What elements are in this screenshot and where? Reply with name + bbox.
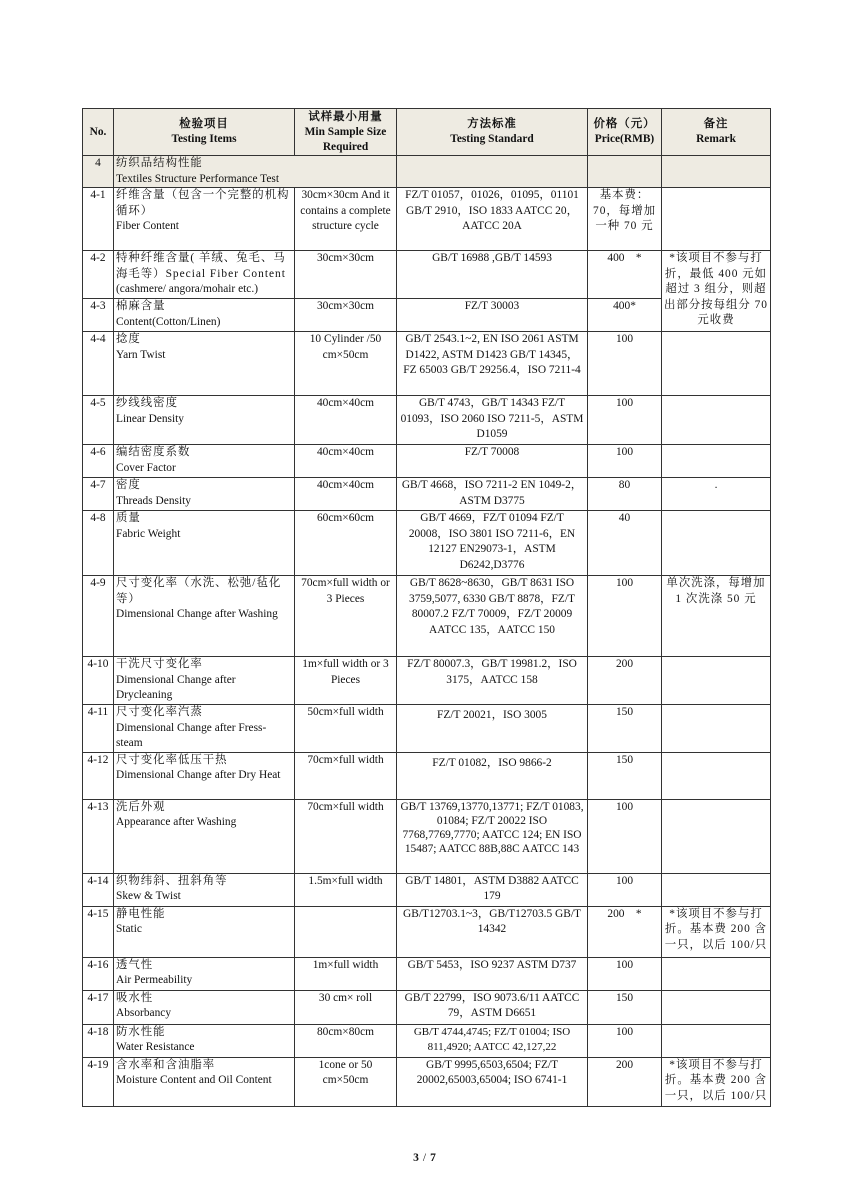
testing-standard: GB/T 9995,6503,6504; FZ/T 20002,65003,65004; ISO 6741-1 (397, 1057, 588, 1106)
price: 100 (588, 332, 662, 396)
price: 200 * (588, 906, 662, 957)
table-row: 4-1 纤维含量（包含一个完整的机构循环） Fiber Content 30cm×30cm And it contains a complete structure cycle FZ/T 01057，01026，01095，01101 GB/T 2910，ISO 1833 AATCC 20，AATCC 20A 基本费：70，每增加一种 70 元 (83, 188, 771, 251)
testing-standard: FZ/T 70008 (397, 445, 588, 478)
min-sample: 1cone or 50 cm×50cm (295, 1057, 397, 1106)
remark: *该项目不参与打折。基本费 200 含一只，以后 100/只 (662, 906, 771, 957)
testing-standard: FZ/T 01082，ISO 9866-2 (397, 752, 588, 799)
testing-standard: FZ/T 20021，ISO 3005 (397, 705, 588, 753)
price: 100 (588, 445, 662, 478)
remark (662, 752, 771, 799)
header-testing-items: 检验项目 Testing Items (114, 109, 295, 156)
testing-standard: GB/T 14801，ASTM D3882 AATCC 179 (397, 873, 588, 906)
price: 100 (588, 1024, 662, 1057)
min-sample: 70cm×full width (295, 799, 397, 873)
price: 400* (588, 299, 662, 332)
page-number (0, 1152, 849, 1164)
min-sample: 30cm×30cm And it contains a complete structure cycle (295, 188, 397, 251)
remark (662, 1024, 771, 1057)
testing-item: 捻度 Yarn Twist (114, 332, 295, 396)
table-row: 4-7 密度 Threads Density 40cm×40cm GB/T 4668，ISO 7211-2 EN 1049-2，ASTM D3775 80 . (83, 478, 771, 511)
testing-item: 静电性能 Static (114, 906, 295, 957)
min-sample: 10 Cylinder /50 cm×50cm (295, 332, 397, 396)
testing-item: 纱线线密度 Linear Density (114, 396, 295, 445)
total-pages: 7 (430, 1152, 436, 1164)
header-remark: 备注 Remark (662, 109, 771, 156)
testing-item: 编结密度系数 Cover Factor (114, 445, 295, 478)
testing-standard: GB/T 4668，ISO 7211-2 EN 1049-2，ASTM D3775 (397, 478, 588, 511)
testing-item: 特种纤维含量( 羊绒、兔毛、马海毛等）Special Fiber Content (cashmere/ angora/mohair etc.) (114, 251, 295, 299)
testing-item: 尺寸变化率（水洗、松弛/毡化等） Dimensional Change after Washing (114, 576, 295, 657)
min-sample: 1m×full width (295, 957, 397, 990)
min-sample: 40cm×40cm (295, 396, 397, 445)
table-row: 4-17 吸水性 Absorbancy 30 cm× roll GB/T 22799，ISO 9073.6/11 AATCC 79，ASTM D6651 150 (83, 990, 771, 1024)
price: 100 (588, 873, 662, 906)
testing-standard: FZ/T 01057，01026，01095，01101 GB/T 2910，ISO 1833 AATCC 20，AATCC 20A (397, 188, 588, 251)
min-sample: 70cm×full width (295, 752, 397, 799)
header-testing-standard: 方法标准 Testing Standard (397, 109, 588, 156)
min-sample: 70cm×full width or 3 Pieces (295, 576, 397, 657)
testing-item: 尺寸变化率汽蒸 Dimensional Change after Fress-steam (114, 705, 295, 753)
table-row: 4-14 织物纬斜、扭斜角等 Skew & Twist 1.5m×full width GB/T 14801，ASTM D3882 AATCC 179 100 (83, 873, 771, 906)
section-row (83, 156, 771, 188)
min-sample (295, 906, 397, 957)
section-no: 4 (83, 156, 114, 188)
table-row: 4-4 捻度 Yarn Twist 10 Cylinder /50 cm×50cm GB/T 2543.1~2, EN ISO 2061 ASTM D1422, ASTM D1423 GB/T 14345，FZ 65003 GB/T 29256.4，ISO 7211-4 100 (83, 332, 771, 396)
min-sample: 1m×full width or 3 Pieces (295, 657, 397, 705)
testing-standard: FZ/T 30003 (397, 299, 588, 332)
testing-item: 吸水性 Absorbancy (114, 990, 295, 1024)
min-sample: 30 cm× roll (295, 990, 397, 1024)
price-list-sheet (82, 108, 770, 1107)
price: 200 (588, 657, 662, 705)
testing-standard: GB/T 13769,13770,13771; FZ/T 01083, 01084; FZ/T 20022 ISO 7768,7769,7770; AATCC 124; EN ISO 15487; AATCC 88B,88C AATCC 143 (397, 799, 588, 873)
header-no: No. (83, 109, 114, 156)
testing-item: 防水性能 Water Resistance (114, 1024, 295, 1057)
table-row: 4-6 编结密度系数 Cover Factor 40cm×40cm FZ/T 70008 100 (83, 445, 771, 478)
table-row: 4-15 静电性能 Static GB/T12703.1~3，GB/T12703.5 GB/T 14342 200 * *该项目不参与打折。基本费 200 含一只，以后 100/只 (83, 906, 771, 957)
testing-item: 织物纬斜、扭斜角等 Skew & Twist (114, 873, 295, 906)
testing-standard: GB/T 4669，FZ/T 01094 FZ/T 20008，ISO 3801 ISO 7211-6，EN 12127 EN29073-1，ASTM D6242,D3776 (397, 511, 588, 576)
min-sample: 40cm×40cm (295, 478, 397, 511)
remark (662, 990, 771, 1024)
remark: . (662, 478, 771, 511)
table-row: 4-16 透气性 Air Permeability 1m×full width GB/T 5453，ISO 9237 ASTM D737 100 (83, 957, 771, 990)
remark (662, 873, 771, 906)
price: 基本费：70，每增加一种 70 元 (588, 188, 662, 251)
remark: 单次洗涤，每增加 1 次洗涤 50 元 (662, 576, 771, 657)
testing-item: 纤维含量（包含一个完整的机构循环） Fiber Content (114, 188, 295, 251)
remark (662, 957, 771, 990)
table-row: 4-2 特种纤维含量( 羊绒、兔毛、马海毛等）Special Fiber Content (cashmere/ angora/mohair etc.) 30cm×30cm GB/T 16988 ,GB/T 14593 400 * *该项目不参与打折，最低 400 元如超过 3 组分，则超出部分按每组分 70 元收费 (83, 251, 771, 299)
testing-standard: GB/T12703.1~3，GB/T12703.5 GB/T 14342 (397, 906, 588, 957)
testing-item: 干洗尺寸变化率 Dimensional Change after Drycleaning (114, 657, 295, 705)
section-title: 纺织品结构性能 Textiles Structure Performance Test (114, 156, 295, 188)
remark (662, 445, 771, 478)
price: 150 (588, 705, 662, 753)
remark (662, 332, 771, 396)
table-row: 4-3 棉麻含量 Content(Cotton/Linen) 30cm×30cm FZ/T 30003 400* (83, 299, 771, 332)
header-min-sample: 试样最小用量 Min Sample Size Required (295, 109, 397, 156)
testing-standard: FZ/T 80007.3，GB/T 19981.2，ISO 3175，AATCC 158 (397, 657, 588, 705)
min-sample: 80cm×80cm (295, 1024, 397, 1057)
testing-item: 质量 Fabric Weight (114, 511, 295, 576)
testing-item: 透气性 Air Permeability (114, 957, 295, 990)
table-row: 4-13 洗后外观 Appearance after Washing 70cm×full width GB/T 13769,13770,13771; FZ/T 01083, 01084; FZ/T 20022 ISO 7768,7769,7770; AATCC 124; EN ISO 15487; AATCC 88B,88C AATCC 143 100 (83, 799, 771, 873)
remark (662, 705, 771, 753)
remark (662, 396, 771, 445)
price: 40 (588, 511, 662, 576)
table-row: 4-5 纱线线密度 Linear Density 40cm×40cm GB/T 4743，GB/T 14343 FZ/T 01093，ISO 2060 ISO 7211-5，ASTM D1059 100 (83, 396, 771, 445)
header-price: 价格（元） Price(RMB) (588, 109, 662, 156)
remark (662, 657, 771, 705)
testing-item: 尺寸变化率低压干热 Dimensional Change after Dry Heat (114, 752, 295, 799)
testing-standard: GB/T 5453，ISO 9237 ASTM D737 (397, 957, 588, 990)
table-row: 4-11 尺寸变化率汽蒸 Dimensional Change after Fress-steam 50cm×full width FZ/T 20021，ISO 3005 150 (83, 705, 771, 753)
price: 100 (588, 396, 662, 445)
testing-item: 洗后外观 Appearance after Washing (114, 799, 295, 873)
page-separator: / (422, 1152, 427, 1164)
price: 400 * (588, 251, 662, 299)
min-sample: 1.5m×full width (295, 873, 397, 906)
table-row: 4-19 含水率和含油脂率 Moisture Content and Oil Content 1cone or 50 cm×50cm GB/T 9995,6503,6504; FZ/T 20002,65003,65004; ISO 6741-1 200 *该项目不参与打折。基本费 200 含一只，以后 100/只 (83, 1057, 771, 1106)
table-row: 4-8 质量 Fabric Weight 60cm×60cm GB/T 4669，FZ/T 01094 FZ/T 20008，ISO 3801 ISO 7211-6，EN 12127 EN29073-1，ASTM D6242,D3776 40 (83, 511, 771, 576)
price: 100 (588, 957, 662, 990)
remark: *该项目不参与打折，最低 400 元如超过 3 组分，则超出部分按每组分 70 元收费 (662, 251, 771, 332)
remark: *该项目不参与打折。基本费 200 含一只，以后 100/只 (662, 1057, 771, 1106)
testing-price-table (82, 108, 771, 1107)
price: 100 (588, 576, 662, 657)
testing-standard: GB/T 4744,4745; FZ/T 01004; ISO 811,4920; AATCC 42,127,22 (397, 1024, 588, 1057)
table-header-row (83, 109, 771, 156)
testing-standard: GB/T 2543.1~2, EN ISO 2061 ASTM D1422, ASTM D1423 GB/T 14345，FZ 65003 GB/T 29256.4，ISO 7211-4 (397, 332, 588, 396)
testing-item: 密度 Threads Density (114, 478, 295, 511)
min-sample: 40cm×40cm (295, 445, 397, 478)
min-sample: 30cm×30cm (295, 299, 397, 332)
price: 150 (588, 752, 662, 799)
testing-item: 含水率和含油脂率 Moisture Content and Oil Content (114, 1057, 295, 1106)
price: 150 (588, 990, 662, 1024)
min-sample: 60cm×60cm (295, 511, 397, 576)
remark (662, 511, 771, 576)
current-page: 3 (413, 1152, 419, 1164)
table-row: 4-10 干洗尺寸变化率 Dimensional Change after Drycleaning 1m×full width or 3 Pieces FZ/T 80007.3，GB/T 19981.2，ISO 3175，AATCC 158 200 (83, 657, 771, 705)
table-row: 4-12 尺寸变化率低压干热 Dimensional Change after Dry Heat 70cm×full width FZ/T 01082，ISO 9866-2 150 (83, 752, 771, 799)
testing-standard: GB/T 4743，GB/T 14343 FZ/T 01093，ISO 2060 ISO 7211-5，ASTM D1059 (397, 396, 588, 445)
price: 200 (588, 1057, 662, 1106)
min-sample: 30cm×30cm (295, 251, 397, 299)
min-sample: 50cm×full width (295, 705, 397, 753)
table-row: 4-9 尺寸变化率（水洗、松弛/毡化等） Dimensional Change after Washing 70cm×full width or 3 Pieces GB/T 8628~8630，GB/T 8631 ISO 3759,5077, 6330 GB/T 8878，FZ/T 80007.2 FZ/T 70009，FZ/T 20009 AATCC 135，AATCC 150 100 单次洗涤，每增加 1 次洗涤 50 元 (83, 576, 771, 657)
testing-item: 棉麻含量 Content(Cotton/Linen) (114, 299, 295, 332)
testing-standard: GB/T 16988 ,GB/T 14593 (397, 251, 588, 299)
price: 80 (588, 478, 662, 511)
price: 100 (588, 799, 662, 873)
remark (662, 188, 771, 251)
remark (662, 799, 771, 873)
testing-standard: GB/T 8628~8630，GB/T 8631 ISO 3759,5077, 6330 GB/T 8878，FZ/T 80007.2 FZ/T 70009，FZ/T 20009 AATCC 135，AATCC 150 (397, 576, 588, 657)
table-row: 4-18 防水性能 Water Resistance 80cm×80cm GB/T 4744,4745; FZ/T 01004; ISO 811,4920; AATCC 42,127,22 100 (83, 1024, 771, 1057)
testing-standard: GB/T 22799，ISO 9073.6/11 AATCC 79，ASTM D6651 (397, 990, 588, 1024)
